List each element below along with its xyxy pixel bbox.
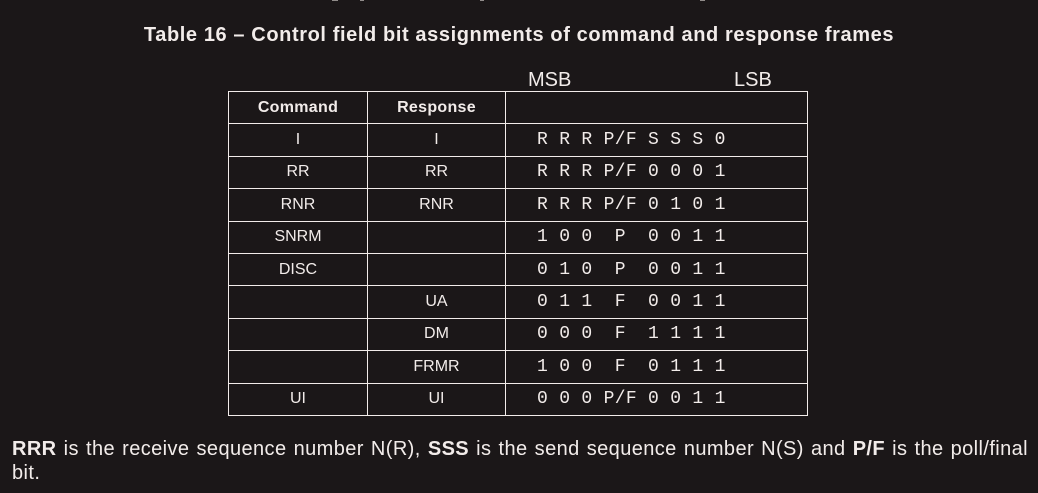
bits-cell: R R R P/F 0 1 0 1 xyxy=(506,189,808,221)
msb-label: MSB xyxy=(528,69,572,91)
bits-cell: R R R P/F S S S 0 xyxy=(506,124,808,156)
bits-cell: 1 0 0 F 0 1 1 1 xyxy=(506,351,808,383)
response-cell: RNR xyxy=(368,189,506,221)
footnote-sss: SSS xyxy=(427,438,470,460)
bits-cell: 0 0 0 F 1 1 1 1 xyxy=(506,318,808,350)
command-cell xyxy=(229,318,368,350)
table-header-row xyxy=(229,92,808,124)
footnote-text-1: is the receive sequence number N(R), xyxy=(56,438,428,460)
table-row xyxy=(229,124,808,156)
control-field-table xyxy=(228,91,808,416)
response-cell xyxy=(368,253,506,285)
command-cell: UI xyxy=(229,383,368,415)
table-row xyxy=(229,189,808,221)
table-footnote xyxy=(12,437,1028,485)
table-row xyxy=(229,351,808,383)
table-row xyxy=(229,253,808,285)
command-cell xyxy=(229,286,368,318)
lsb-label: LSB xyxy=(734,69,772,91)
table-caption: Table 16 – Control field bit assignments of command and response frames xyxy=(143,24,895,46)
response-cell: FRMR xyxy=(368,351,506,383)
response-cell: DM xyxy=(368,318,506,350)
cropped-text-fragment xyxy=(0,0,1038,6)
response-cell: UA xyxy=(368,286,506,318)
footnote-rrr: RRR xyxy=(12,438,57,460)
bits-cell: R R R P/F 0 0 0 1 xyxy=(506,156,808,188)
table-row xyxy=(229,221,808,253)
command-cell: I xyxy=(229,124,368,156)
bits-cell: 0 0 0 P/F 0 0 1 1 xyxy=(506,383,808,415)
response-cell: UI xyxy=(368,383,506,415)
table-row xyxy=(229,286,808,318)
footnote-text-2: is the send sequence number N(S) and xyxy=(469,438,853,460)
header-bits xyxy=(506,92,808,124)
command-cell: SNRM xyxy=(229,221,368,253)
response-cell: I xyxy=(368,124,506,156)
response-cell xyxy=(368,221,506,253)
bits-cell: 0 1 1 F 0 0 1 1 xyxy=(506,286,808,318)
header-response: Response xyxy=(368,92,506,124)
footnote-text-3: is the poll/final bit. xyxy=(12,438,1029,484)
command-cell: RNR xyxy=(229,189,368,221)
command-cell: RR xyxy=(229,156,368,188)
bits-cell: 1 0 0 P 0 0 1 1 xyxy=(506,221,808,253)
response-cell: RR xyxy=(368,156,506,188)
footnote-pf: P/F xyxy=(852,438,886,460)
table-row xyxy=(229,383,808,415)
header-command: Command xyxy=(229,92,368,124)
table-row xyxy=(229,156,808,188)
bits-cell: 0 1 0 P 0 0 1 1 xyxy=(506,253,808,285)
command-cell xyxy=(229,351,368,383)
table-row xyxy=(229,318,808,350)
command-cell: DISC xyxy=(229,253,368,285)
